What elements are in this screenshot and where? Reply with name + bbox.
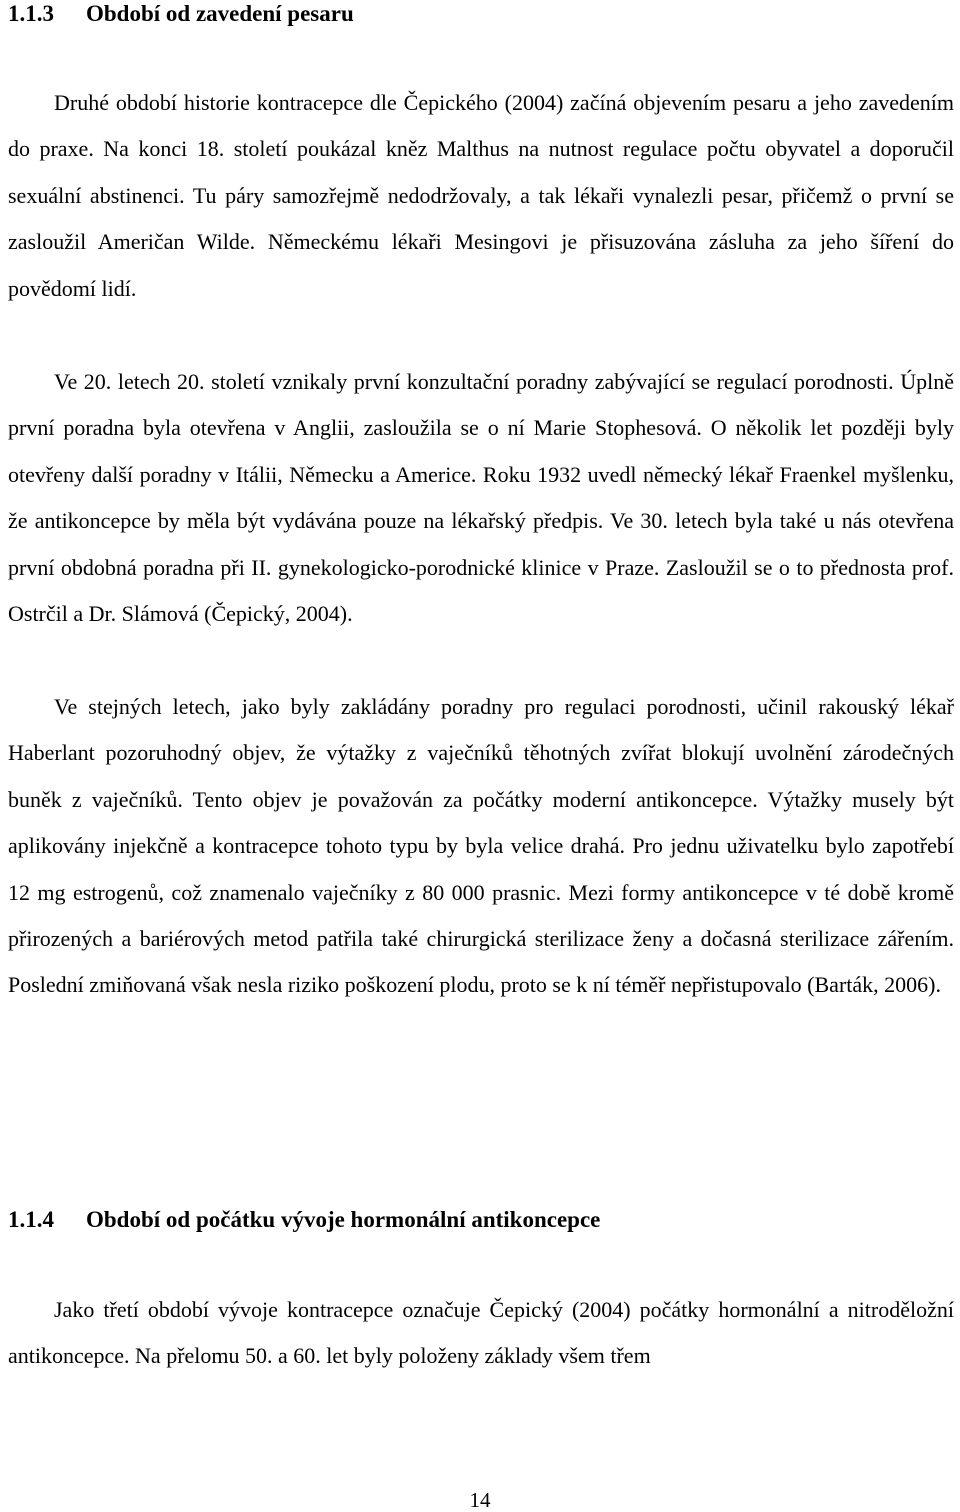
section-heading-1-1-4	[8, 1206, 600, 1234]
section-number: 1.1.4	[8, 1207, 54, 1232]
paragraph: Druhé období historie kontracepce dle Čepického (2004) začíná objevením pesaru a jeho zavedením do praxe. Na konci 18. století poukázal kněz Malthus na nutnost regulace počtu obyvatel a doporučil sexuální abstinenci. Tu páry samozřejmě nedodržovaly, a tak lékaři vynalezli pesar, přičemž o první se zasloužil Američan Wilde. Německému lékaři Mesingovi je přisuzována zásluha za jeho šíření do povědomí lidí.	[8, 90, 954, 301]
paragraph: Jako třetí období vývoje kontracepce označuje Čepický (2004) počátky hormonální a nitroděložní antikoncepce. Na přelomu 50. a 60. let byly položeny základy všem třem	[8, 1297, 954, 1369]
section-heading-1-1-3	[8, 0, 354, 28]
section-number: 1.1.3	[8, 1, 54, 26]
section-title: Období od zavedení pesaru	[86, 1, 354, 26]
paragraph: Ve 20. letech 20. století vznikaly první konzultační poradny zabývající se regulací porodnosti. Úplně první poradna byla otevřena v Anglii, zasloužila se o ní Marie Stophesová. O několik let později byly otevřeny další poradny v Itálii, Německu a Americe. Roku 1932 uvedl německý lékař Fraenkel myšlenku, že antikoncepce by měla být vydávána pouze na lékařský předpis. Ve 30. letech byla také u nás otevřena první obdobná poradna při II. gynekologicko-porodnické klinice v Praze. Zasloužil se o to přednosta prof. Ostrčil a Dr. Slámová (Čepický, 2004).	[8, 369, 954, 627]
page-number: 14	[469, 1488, 491, 1512]
section-title: Období od počátku vývoje hormonální antikoncepce	[86, 1207, 601, 1232]
paragraph: Ve stejných letech, jako byly zakládány poradny pro regulaci porodnosti, učinil rakouský lékař Haberlant pozoruhodný objev, že výtažky z vaječníků těhotných zvířat blokují uvolnění zárodečných buněk z vaječníků. Tento objev je považován za počátky moderní antikoncepce. Výtažky musely být aplikovány injekčně a kontracepce tohoto typu by byla velice drahá. Pro jednu uživatelku bylo zapotřebí 12 mg estrogenů, což znamenalo vaječníky z 80 000 prasnic. Mezi formy antikoncepce v té době kromě přirozených a bariérových metod patřila také chirurgická sterilizace ženy a dočasná sterilizace zářením. Poslední zmiňovaná však nesla riziko poškození plodu, proto se k ní téměř nepřistupovalo (Barták, 2006).	[8, 694, 954, 998]
